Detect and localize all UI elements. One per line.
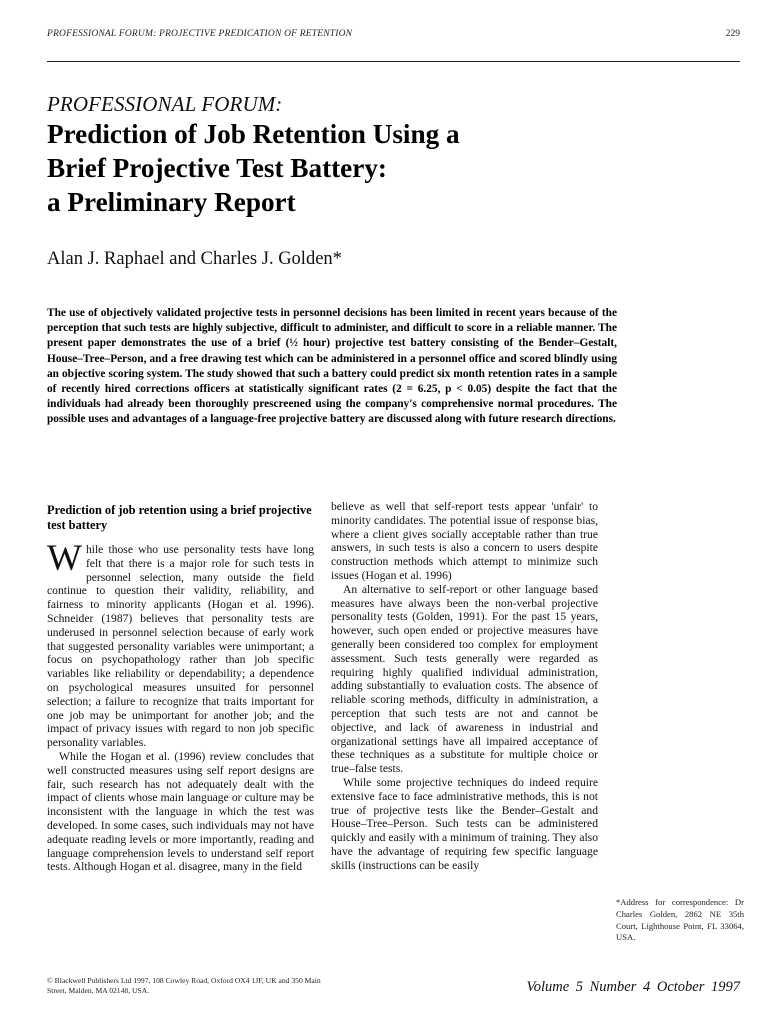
title-line: a Preliminary Report xyxy=(47,187,296,217)
issue-info: Volume 5 Number 4 October 1997 xyxy=(526,979,740,995)
header-rule xyxy=(47,61,740,62)
running-head: PROFESSIONAL FORUM: PROJECTIVE PREDICATION OF RETENTION xyxy=(47,29,353,39)
author-line: Alan J. Raphael and Charles J. Golden* xyxy=(47,249,342,269)
body-column-right xyxy=(331,500,598,873)
body-paragraph: An alternative to self-report or other language based measures have always been the non-verbal projective personality tests (Golden, 1991). For the past 15 years, however, such open ended or projective measures have generally been considered too complex for employment assessment. Such tests generally were regarded as requiring highly qualified individual administration, adding substantially to evaluation costs. The absence of reliable scoring methods, difficulty in administration, a perception that such tests are not and cannot be objective, and lack of awareness in industrial and organizational settings have all impaired acceptance of these techniques as a substitute for multiple choice or true–false tests. xyxy=(331,582,598,776)
body-paragraph: While some projective techniques do indeed require extensive face to face administrative methods, this is not true of projective tests like the Bender–Gestalt and House–Tree–Person. Such tests can be administered quickly and easily with a minimum of training. They also have the advantage of requiring few specific language skills (instructions can be easily xyxy=(331,775,598,872)
drop-cap: W xyxy=(47,538,82,579)
article-title xyxy=(47,117,667,219)
forum-label: PROFESSIONAL FORUM: xyxy=(47,92,283,116)
page-number: 229 xyxy=(725,29,740,39)
copyright-notice: © Blackwell Publishers Ltd 1997, 108 Cowley Road, Oxford OX4 1JF, UK and 350 Main Street, Malden, MA 02148, USA. xyxy=(47,976,321,996)
title-line: Brief Projective Test Battery: xyxy=(47,153,387,183)
paragraph-text: hile those who use personality tests have long felt that there is a major role for such tests in personnel selection, many outside the field continue to question their validity, reliability, and fairness to minority applicants (Hogan et al. 1996). Schneider (1987) believes that personality tests are underused in personnel selection because of early work that suggested personality variables were unimportant; a focus on psychopathology rather than job specific variables like reliability or dependability; a dependence on psychological measures unsuited for personnel selection; a failure to recognize that traits important for one job may be unimportant for another job; and the impact of privacy issues with regard to non job specific personality variables. xyxy=(47,543,314,750)
section-heading: Prediction of job retention using a brief projective test battery xyxy=(47,503,312,532)
title-line: Prediction of Job Retention Using a xyxy=(47,119,460,149)
body-paragraph xyxy=(47,538,314,750)
body-paragraph: believe as well that self-report tests appear 'unfair' to minority candidates. The potential issue of response bias, where a client gives socially acceptable rather than true answers, in such tests is also a concern to users despite construction methods which attempt to minimize such issues (Hogan et al. 1996) xyxy=(331,500,598,582)
body-column-left xyxy=(47,503,314,874)
correspondence-footnote: *Address for correspondence: Dr Charles Golden, 2862 NE 35th Court, Lighthouse Point, FL 33064, USA. xyxy=(616,897,744,943)
body-paragraph: While the Hogan et al. (1996) review concludes that well constructed measures using self report designs are fair, such research has not adequately dealt with the impact of clients whose main language or culture may be inconsistent with the language in which the test was developed. In some cases, such individuals may not have adequate reading levels or more importantly, reading and language comprehension levels to understand self report tests. Although Hogan et al. disagree, many in the field xyxy=(47,749,314,874)
abstract: The use of objectively validated projective tests in personnel decisions has been limited in recent years because of the perception that such tests are highly subjective, difficult to administer, and difficult to score in a reliable manner. The present paper demonstrates the use of a brief (½ hour) projective test battery consisting of the Bender–Gestalt, House–Tree–Person, and a free drawing test which can be administered in a personnel office and scored blindly using an objective scoring system. The study showed that such a battery could predict six month retention rates in a sample of recently hired corrections officers at statistically significant rates (2 = 6.25, p < 0.05) despite the fact that the individuals had already been thoroughly prescreened using the company's comprehensive normal procedures. The possible uses and advantages of a language-free projective battery are discussed along with future research directions. xyxy=(47,307,617,426)
